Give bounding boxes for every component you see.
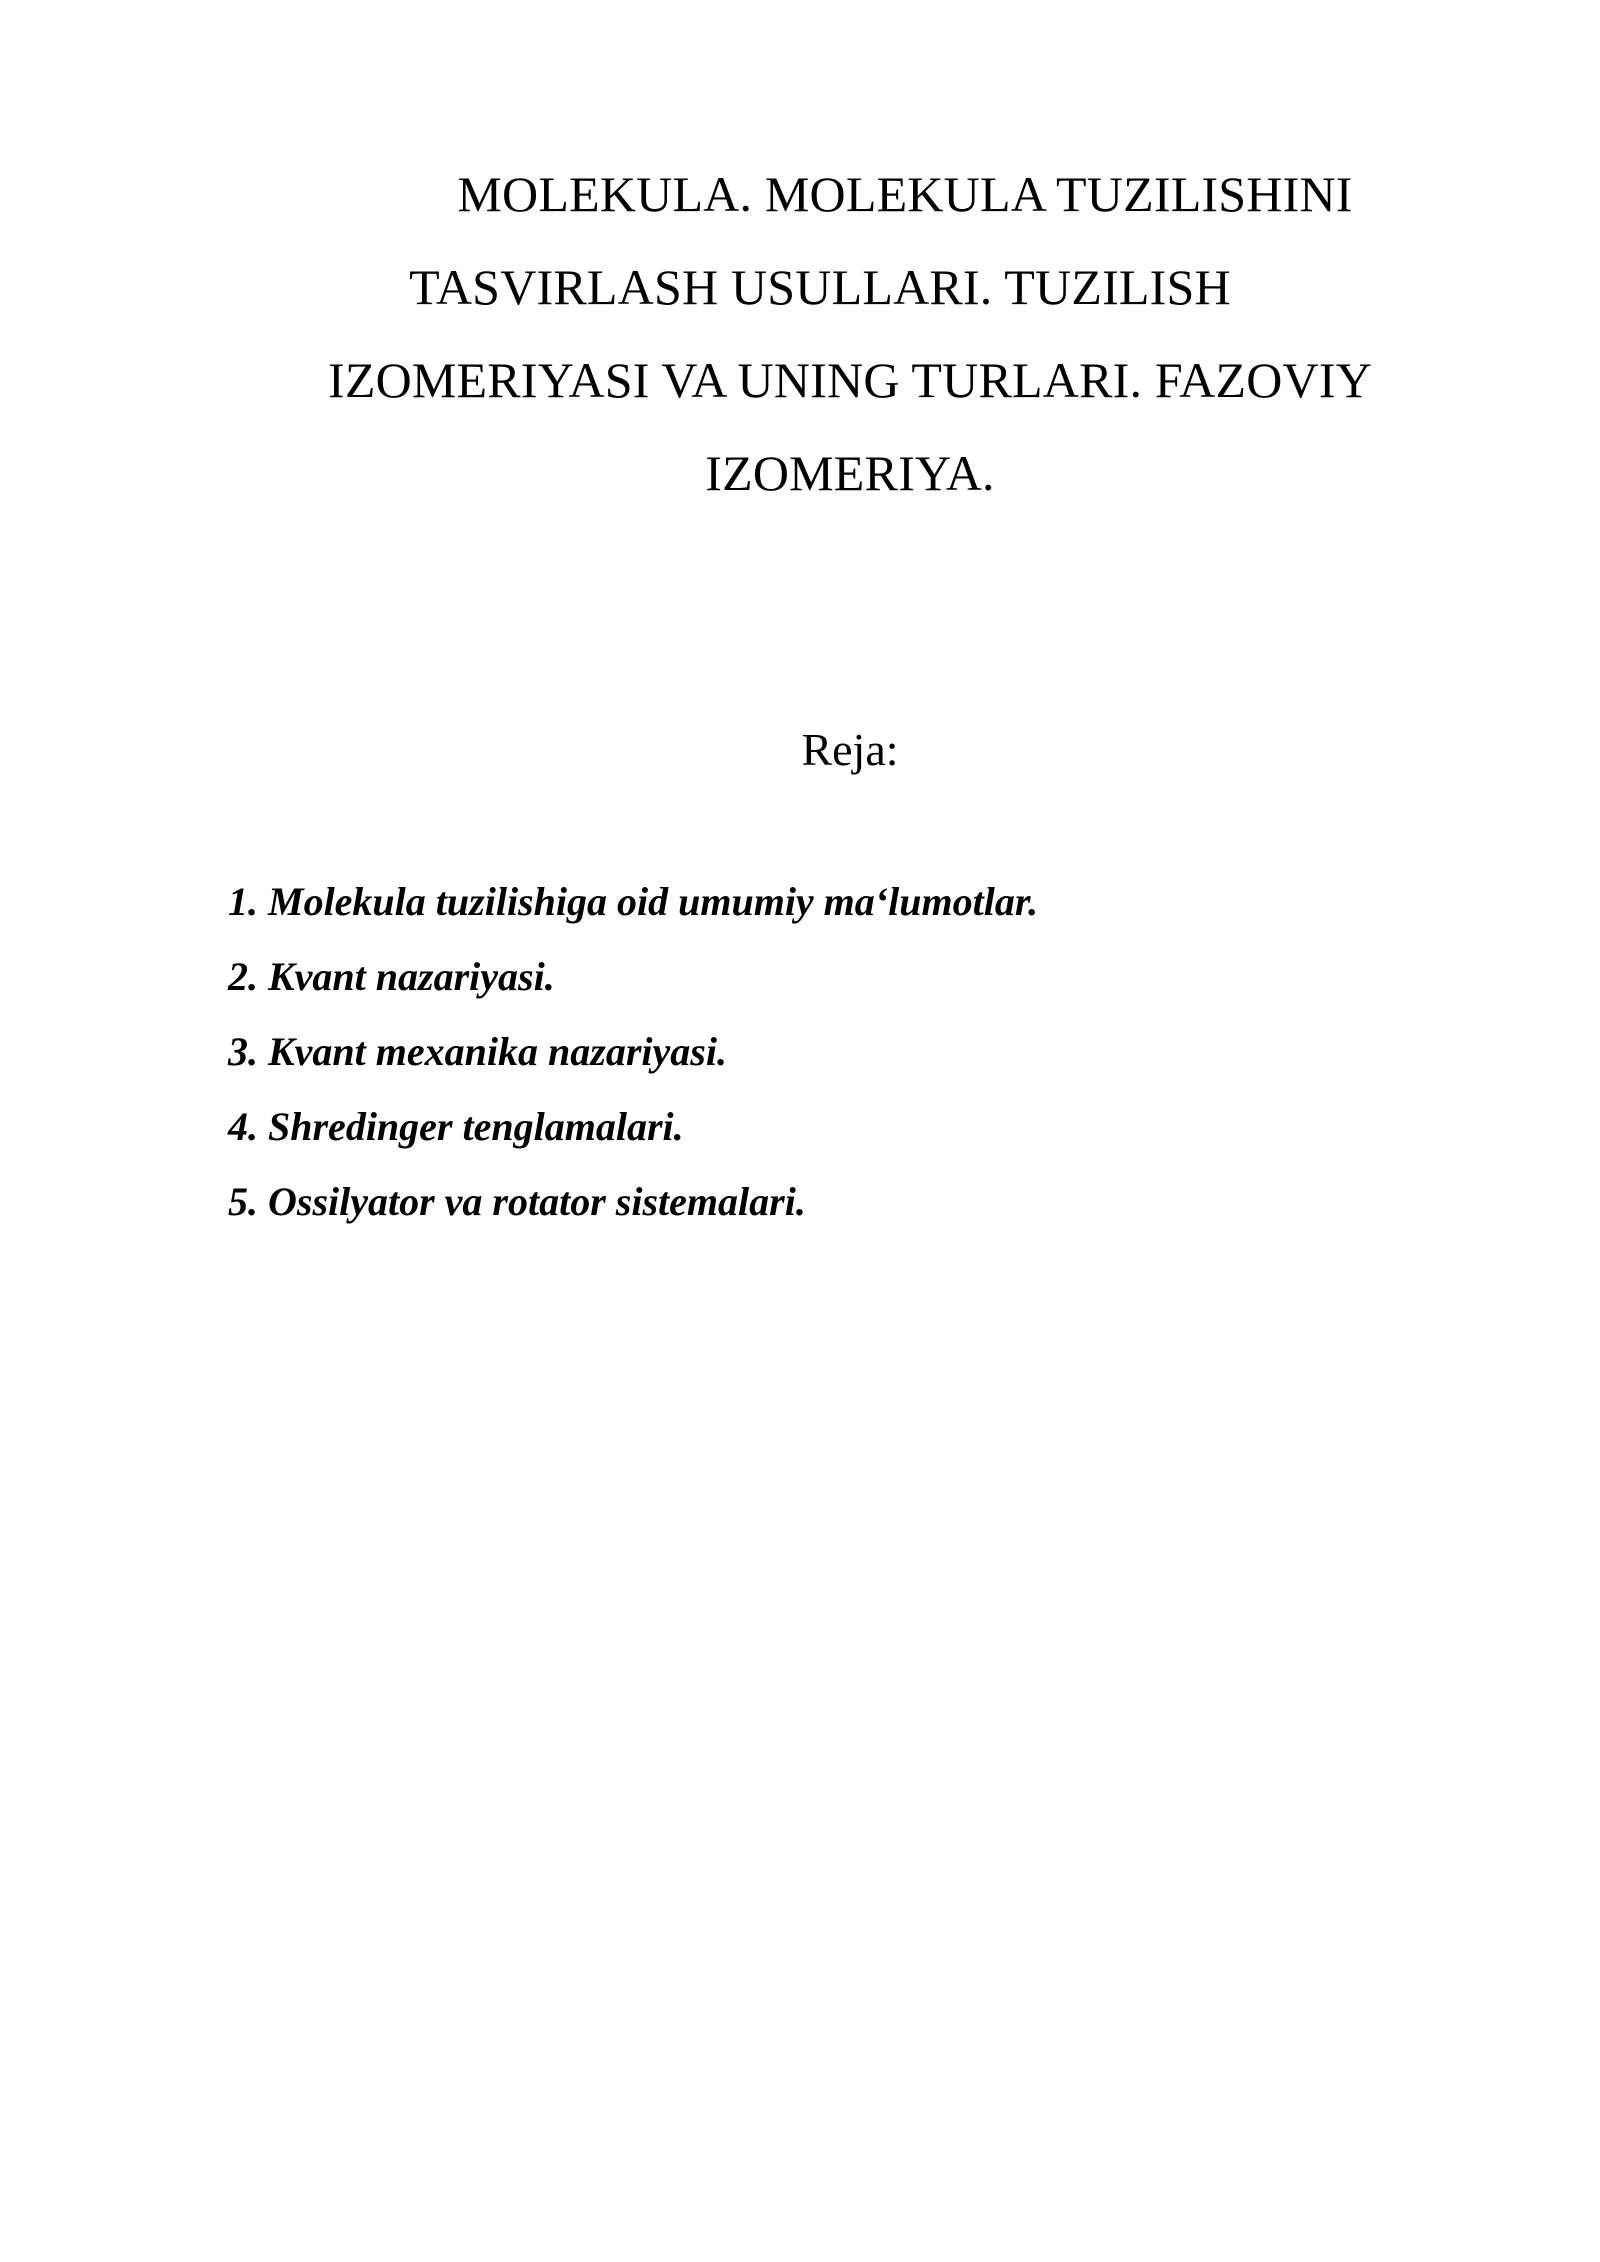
title-line: TASVIRLASH USULLARI. TUZILISH bbox=[409, 259, 1231, 315]
plan-list bbox=[228, 864, 1038, 1239]
title-line: MOLEKULA. MOLEKULA TUZILISHINI bbox=[457, 166, 1353, 222]
title-line: IZOMERIYA. bbox=[705, 445, 995, 501]
title-line: IZOMERIYASI VA UNING TURLARI. FAZOVIY bbox=[328, 352, 1372, 408]
plan-item: 4. Shredinger tenglamalari. bbox=[228, 1104, 684, 1149]
plan-heading: Reja: bbox=[801, 724, 899, 775]
plan-item: 1. Molekula tuzilishiga oid umumiy ma‘lumotlar. bbox=[228, 879, 1039, 924]
plan-item: 5. Ossilyator va rotator sistemalari. bbox=[228, 1179, 806, 1224]
plan-item: 2. Kvant nazariyasi. bbox=[228, 954, 555, 999]
plan-item: 3. Kvant mexanika nazariyasi. bbox=[228, 1029, 727, 1074]
document-title bbox=[240, 148, 1460, 520]
